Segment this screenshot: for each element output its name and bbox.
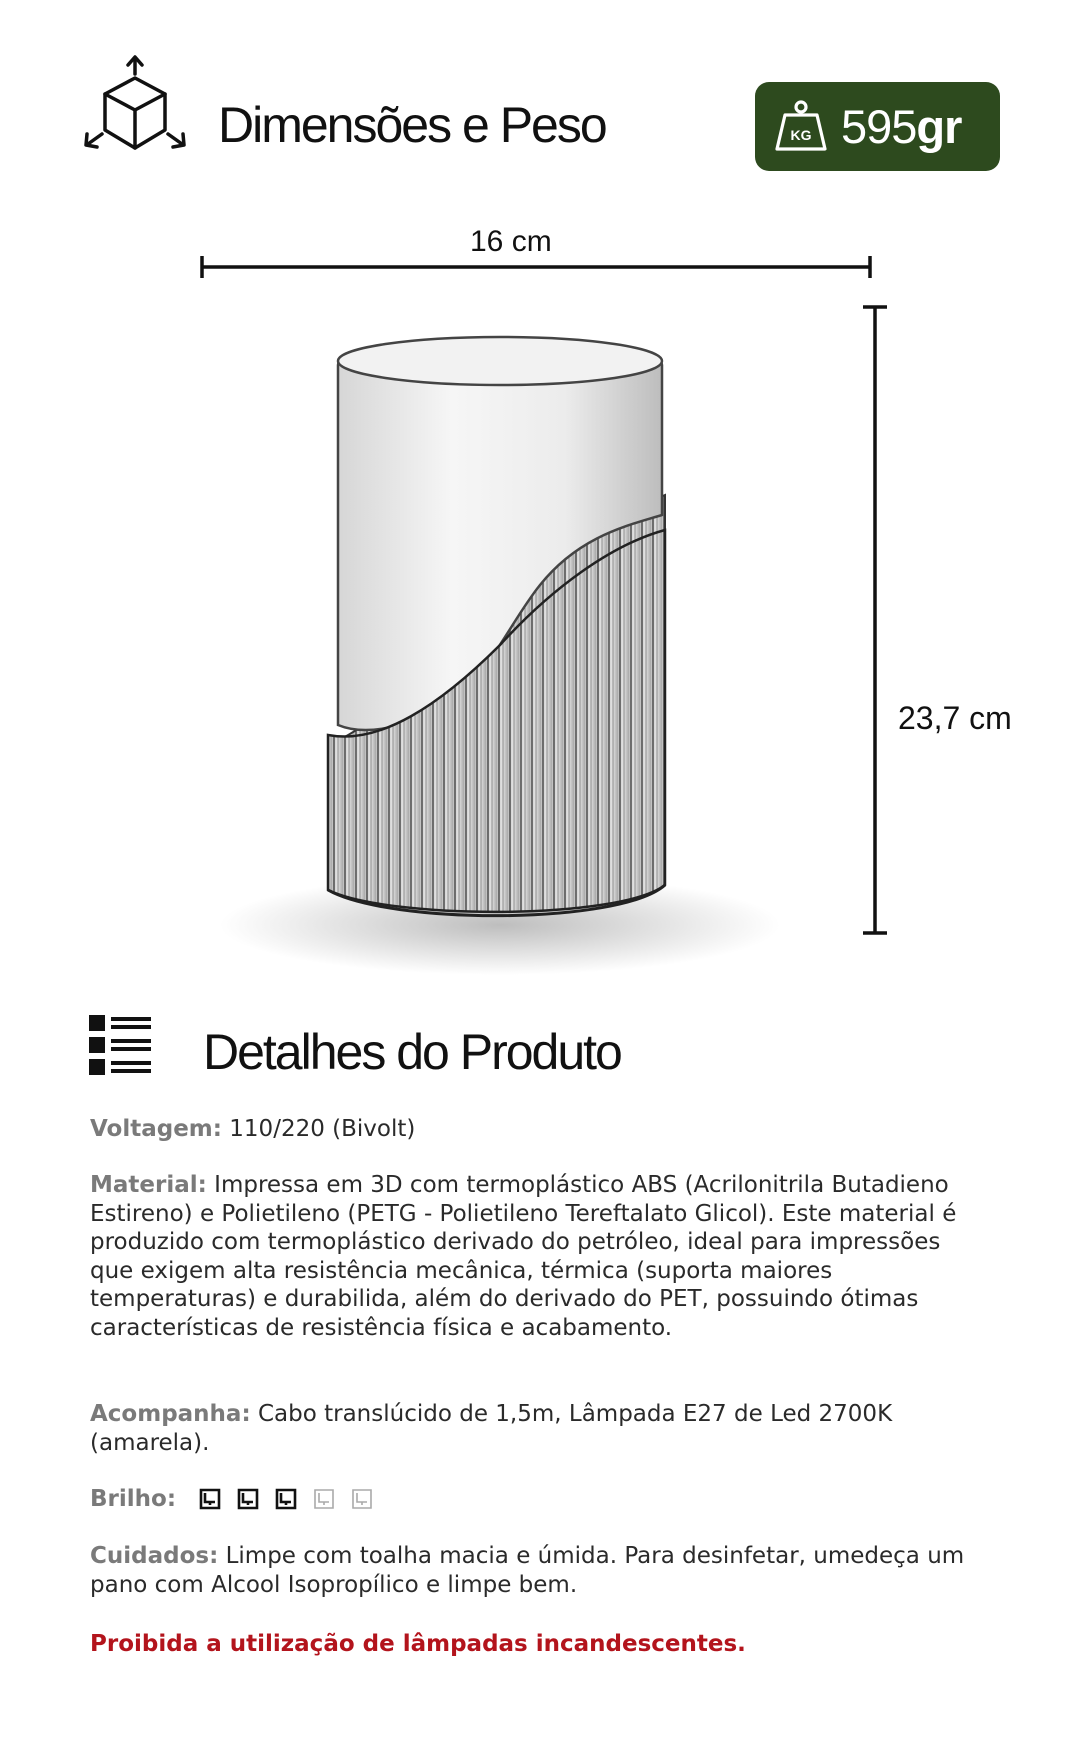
width-measure-line: [200, 253, 872, 281]
weight-unit: gr: [916, 100, 962, 153]
acompanha-value: Cabo translúcido de 1,5m, Lâmpada E27 de Led 2700K (amarela).: [90, 1401, 893, 1456]
weight-value: [841, 99, 961, 154]
section-title-dimensions: Dimensões e Peso: [218, 97, 606, 153]
weight-kg-icon: [771, 97, 831, 157]
brilho-label: Brilho:: [90, 1486, 177, 1512]
brightness-icon-empty: [350, 1487, 374, 1511]
material-label: Material:: [90, 1172, 207, 1198]
section-title-details: Detalhes do Produto: [203, 1024, 621, 1080]
acompanha-row: [90, 1400, 990, 1457]
brightness-icon-filled: [198, 1487, 222, 1511]
brilho-rating: [176, 1487, 374, 1511]
weight-badge: [755, 82, 1000, 171]
box-dimensions-icon: [80, 52, 190, 162]
material-row: [90, 1171, 990, 1342]
cuidados-row: [90, 1542, 990, 1599]
voltagem-label: Voltagem:: [90, 1116, 222, 1142]
brightness-icon-filled: [236, 1487, 260, 1511]
brightness-icon-filled: [274, 1487, 298, 1511]
warning-text: Proibida a utilização de lâmpadas incandescentes.: [90, 1631, 746, 1657]
kg-icon-label: KG: [790, 126, 812, 143]
list-details-icon: [89, 1015, 151, 1077]
voltagem-row: [90, 1115, 990, 1144]
cuidados-label: Cuidados:: [90, 1543, 219, 1569]
lamp-illustration: [200, 325, 800, 1005]
weight-number: 595: [841, 100, 917, 153]
material-value: Impressa em 3D com termoplástico ABS (Acrilonitrila Butadieno Estireno) e Polietileno (PETG - Polietileno Tereftalato Glicol). Este material é produzido com termoplástico derivado do petróleo, ideal para impressões que exigem alta resistência mecânica, térmica (suporta maiores temperaturas) e durabilida, além do derivado do PET, possuindo ótimas características de resistência física e acabamento.: [90, 1172, 957, 1341]
acompanha-label: Acompanha:: [90, 1401, 251, 1427]
brilho-row: [90, 1485, 990, 1514]
voltagem-value: 110/220 (Bivolt): [221, 1116, 416, 1142]
height-label: 23,7 cm: [898, 700, 1012, 736]
brightness-icon-empty: [312, 1487, 336, 1511]
height-measure-line: [860, 305, 890, 935]
width-label: 16 cm: [470, 225, 552, 258]
cuidados-value: Limpe com toalha macia e úmida. Para desinfetar, umedeça um pano com Alcool Isopropílico e limpe bem.: [90, 1543, 965, 1598]
